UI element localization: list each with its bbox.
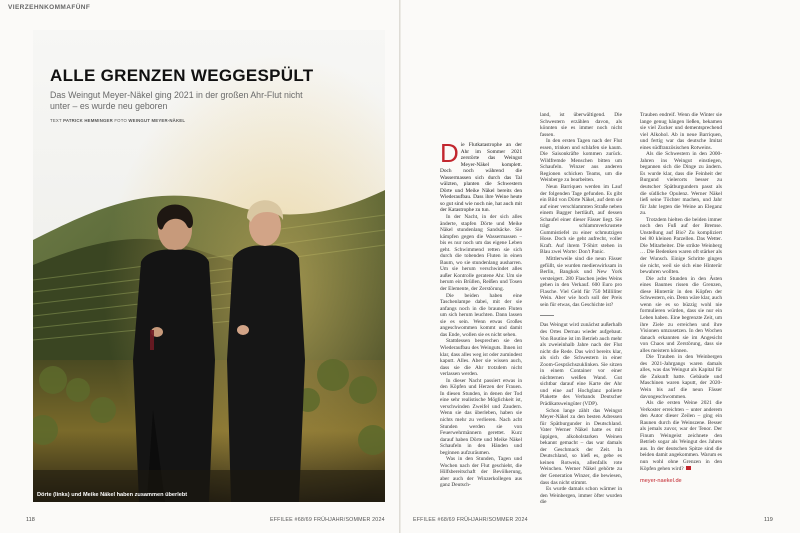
- credits-text-label: TEXT: [50, 118, 62, 123]
- paragraph: Stattdessen besprechen sie den Wiederaufbau des Weinguts. Ihnen ist klar, dass alles weg ist oder zumindest kaputt. Alles. Aber sie wissen auch, dass sie die Ahr trotzdem nicht verlassen werden.: [440, 338, 522, 378]
- footer-left: EFFILEE #68/69 FRÜHJAHR/SOMMER 2024: [270, 517, 385, 523]
- paragraph: Neun Barriquen werden im Lauf der folgenden Tage gefunden. Es gibt ein Bild von Dörte Näkel, auf dem sie auf einer verschlammten Straße neben einem Bagger hertläuft, auf dessen Schaufel einer dieser Fässer liegt. Sie trägt schlammverkrustete Gummistiefel zu einer schmutzigen Hose. Doch sie geht aufrecht, voller Kraft. Auf ihrem T-Shirt stehen in Blau zwei Worte: Don't Panic.: [540, 184, 622, 256]
- paragraph: [640, 400, 722, 472]
- page-number-right: 119: [764, 517, 773, 523]
- paragraph: In der Nacht, in der sich alles änderte, stapfen Dörte und Meike Näkel stundenlang Sandsäcke. Sie kämpfen gegen die Wassermassen – bis es nur noch um das eigene Leben geht. Schwimmend retten sie sich durch die tobenden Fluten in einen Baum, wo sie stundenlang ausharren. Um sie herum verschwindet alles außer Kontrolle geratene Ahr. Um sie herum ein Brüllen, Reißen und Tosen der Elemente, der Zerstörung.: [440, 214, 522, 293]
- page-gutter: [399, 0, 401, 533]
- drop-cap: D: [440, 142, 459, 168]
- paragraph: Schon lange zählt das Weingut Meyer-Näkel zu den besten Adressen für Spätburgunder in Deutschland. Vater Werner Näkel hatte es mit üppigen, alkoholstarken Weinen bekannt gemacht – das war damals der Geschmack der Zeit. In Deutschland, so hieß es, gebe es keinen Rotwein, allenfalls rote Weinchen. Werner Näkel gehörte zu der Generation Winzer, die bewiesen, dass das nicht stimmt.: [540, 407, 622, 486]
- paragraph: Trauben endreif. Wenn die Winter sie lange genug hängen ließen, bekamen sie viel Zucker und dementsprechend viel Alkohol. Ab in neue Barriquen, und fertig war das deutsche Imitat eines südfranzösischen Rotweins.: [640, 112, 722, 151]
- paragraph-text: Als die ersten Weine 2021 die Verkoster erreichten – unter anderem den Autor dieser Zeilen – ging ein Raunen durch die Weinszene. Besser als jemals zuvor, war der Tenor. Der Finum Weingeist zeichnete den Betrieb sogar als Weingut des Jahres aus. In der deutschen Spitze sind die beiden damit angekommen. Warum es nun wohl ohne Grenzen in den Köpfen gehen wird?: [640, 400, 722, 472]
- paragraph: Als die Schwestern in den 2000-Jahren ins Weingut einstiegen, begannen sich die Dinge zu ändern. Es wurde klar, dass die Feinheit der Burgund vielerorts besser zu deutscher Spätburgundern passt als die südliche Opulenz. Werner Näkel ließ seine Töchter machen, und Jahr für Jahr legten die Weine an Eleganz zu.: [640, 151, 722, 217]
- paragraph: Das Weingut wird zunächst außerhalb des Ortes Dernau wieder aufgebaut. Von Routine ist im Betrieb auch mehr als zweieinhalb Jahre nach der Flut nicht die Rede. Das wird bereits klar, als sich die Schwestern in einer Zoom-Gesprächszuklinken. Sie sitzen in einem Container vor einer nüchternen weißen Wand. Gut sichtbar darauf eine Karte der Ahr und eine auf Hochglanz polierte Plakette des Verbands Deutscher Prädikatsweingüter (VDP).: [540, 322, 622, 407]
- section-header: VIERZEHNKOMMAFÜNF: [8, 4, 91, 11]
- paragraph: In dieser Nacht passiert etwas in den Köpfen und Herzen der Frauen. In diesen Stunden, in denen der Tod eine sehr realistische Möglichkeit ist, verschwinden Zweifel und Zaudern. Wenn sie das überleben, haben sie nichts mehr zu verlieren. Nach acht Stunden werden sie von Feuerwehrmännern gerettet. Kurz darauf haben Dörte und Meike Näkel Schaufeln in den Händen und beginnen aufzuräumen.: [440, 377, 522, 456]
- paragraph: Was in den Stunden, Tagen und Wochen nach der Flut geschieht, die Hilfsbereitschaft der Bevölkerung, aber auch der Winzerkollegen aus ganz Deutsch-: [440, 456, 522, 489]
- photo-caption: Dörte (links) und Meike Näkel haben zusammen überlebt: [37, 492, 188, 498]
- paragraph: In den ersten Tagen nach der Flut essen, trinken und schlafen sie kaum. Die Saisonkräfte kommen zurück. Wildfremde Menschen bitten um Schaufeln. Winzer aus anderen Regionen schicken Teams, um die Weinberge zu bearbeiten.: [540, 138, 622, 184]
- paragraph: Trotzdem hielten die beiden immer noch den Fuß auf der Bremse. Unstellung auf Bio? Zu kompliziert bei 80 kleinen Parzellen. Das Wetter. Die Mitarbeiter. Die strikte Weinberg … Die Bedenken waren oft stärker als der Wunsch. Einige Schritte gingen sie nicht, weil sie sich eine Hinterür bewahren wollten.: [640, 216, 722, 276]
- credits-photo-label: FOTO: [114, 118, 127, 123]
- footer-right: EFFILEE #68/69 FRÜHJAHR/SOMMER 2024: [413, 517, 528, 523]
- website-link[interactable]: meyer-naekel.de: [640, 478, 682, 485]
- paragraph: Die acht Stunden in den Ästen eines Baumes rissen die Grenzen, diese Hintertür in den Köpfen der Schwestern, ein. Denn wäre klar, auch wenn sie es so büzzig wohl nie formulieren würden, dass sie nur ein Leben haben. Eine begrenzte Zeit, um ihre Ziele zu erreichen und ihre Visionen umzusetzen. In den Wochen danach erkannten sie im Angesicht von Chaos und Zerstörung, dass sie alles meistern können.: [640, 275, 722, 354]
- section-divider: [540, 315, 554, 316]
- credits-photographer: WEINGUT MEYER-NÄKEL: [128, 118, 186, 123]
- paragraph: Die beiden haben eine Taschenlampe dabei, mit der sie anfangs noch in die braunen Fluten um sich herum leuchten. Dann lassen sie es sein. Wenn etwas Großes angeschwommen kommt und damit das Ende, wollen sie es nicht sehen.: [440, 292, 522, 338]
- text-column-2: [540, 112, 622, 504]
- page-number-left: 118: [26, 517, 35, 523]
- paragraph: Mittlerweile sind die neun Fässer gefüllt, sie wurden medienwirksam in Berlin, Bangkok und New York versteigert. 280 Flaschen jedes Weins gehen in den Verkauf. 600 Euro pro Flasche. Viel Geld für 750 Milliliter Wein. Aber wie hoch soll der Preis sein für etwas, das Geschichte ist?: [540, 256, 622, 308]
- article-title: ALLE GRENZEN WEGGESPÜLT: [50, 66, 314, 85]
- paragraph: land, ist überwältigend. Die Schwestern erzählen davon, als könnten sie es immer noch nicht fassen.: [540, 112, 622, 138]
- text-column-1: [440, 142, 522, 502]
- paragraph: Es wurde damals schon wärmer in den Weinbergen, immer öfter wurden die: [540, 486, 622, 504]
- credits-author: PATRICK HEMMINGER: [63, 118, 113, 123]
- article-credits: [50, 118, 185, 123]
- end-mark-icon: [686, 466, 691, 470]
- paragraph: Die Trauben in den Weinbergen des 2021-Jahrgangs waren damals alles, was das Weingut als Kapital für die Zukunft hatte. Gebäude und Maschinen waren kaputt, der 2020-Wein bis auf die neun Fässer davongeschwommen.: [640, 354, 722, 400]
- paragraph: ie Flutkatastrophe an der Ahr im Sommer 2021 zerstörte das Weingut Meyer-Näkel komplett. Doch noch während die Wassermassen sich durch das Tal wälzten, planten die Schwestern Dörte und Meike Näkel bereits den Wiederaufbau. Dass ihre Weine heute so gut sind wie noch nie, hat auch mit der Katastrophe zu tun.: [440, 142, 522, 214]
- article-subtitle: Das Weingut Meyer-Näkel ging 2021 in der großen Ahr-Flut nicht unter – es wurde neu geboren: [50, 90, 303, 111]
- text-column-3: [640, 112, 722, 504]
